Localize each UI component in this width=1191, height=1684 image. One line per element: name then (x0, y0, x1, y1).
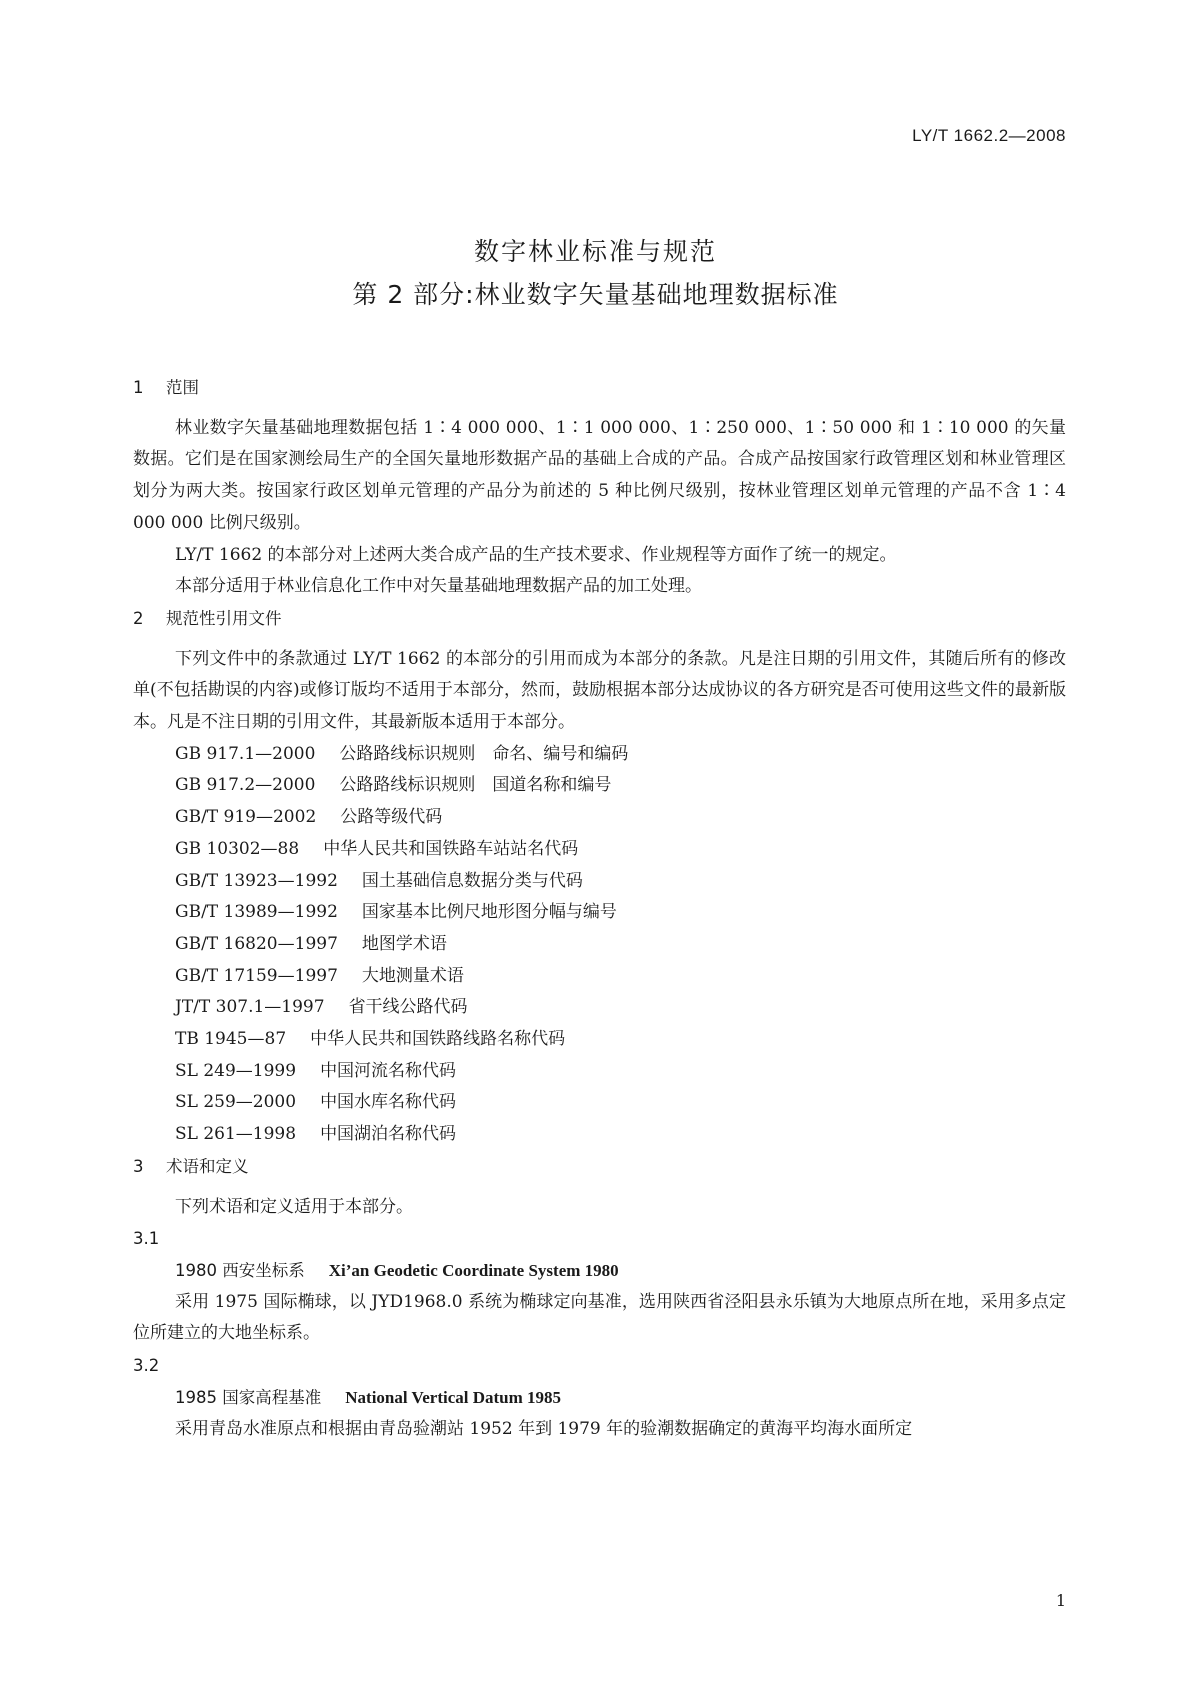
reference-name: 国家基本比例尺地形图分幅与编号 (361, 902, 617, 923)
term-en: National Vertical Datum 1985 (345, 1387, 562, 1407)
reference-code: GB/T 13923—1992 (175, 870, 338, 891)
reference-code: GB/T 13989—1992 (175, 902, 338, 923)
reference-item (133, 866, 1066, 898)
section-number: 3 (133, 1156, 144, 1176)
reference-code: GB/T 17159—1997 (175, 965, 338, 986)
standard-code: LY/T 1662.2—2008 (912, 126, 1066, 145)
section-title: 范围 (166, 378, 199, 397)
reference-name: 中国水库名称代码 (320, 1092, 457, 1113)
reference-name: 省干线公路代码 (348, 997, 468, 1018)
reference-item (133, 992, 1066, 1024)
term-en: Xi’an Geodetic Coordinate System 1980 (328, 1260, 619, 1280)
term-definition: 采用青岛水准原点和根据由青岛验潮站 1952 年到 1979 年的验潮数据确定的黄海平均海水面所定 (175, 1418, 913, 1439)
page-number: 1 (1055, 1591, 1066, 1610)
section-heading-scope (133, 372, 1066, 404)
section-number: 2 (133, 608, 144, 628)
paragraph: LY/T 1662 的本部分对上述两大类合成产品的生产技术要求、作业规程等方面作了统一的规定。 (175, 544, 897, 565)
reference-item (133, 961, 1066, 993)
paragraph: 下列术语和定义适用于本部分。 (175, 1196, 413, 1217)
reference-item (133, 1024, 1066, 1056)
term-zh: 1980 西安坐标系 (175, 1260, 305, 1280)
section-number: 1 (133, 378, 144, 397)
reference-code: GB 917.1—2000 (175, 743, 316, 764)
reference-item (133, 1056, 1066, 1088)
section-heading-normative-references (133, 603, 1066, 635)
reference-item (133, 1087, 1066, 1119)
reference-item (133, 770, 1066, 802)
reference-code: GB 917.2—2000 (175, 775, 316, 796)
reference-code: SL 259—2000 (175, 1092, 297, 1113)
paragraph: 本部分适用于林业信息化工作中对矢量基础地理数据产品的加工处理。 (175, 576, 702, 597)
reference-item (133, 897, 1066, 929)
section-title: 规范性引用文件 (166, 608, 282, 628)
reference-name: 公路路线标识规则 国道名称和编号 (339, 775, 612, 796)
reference-name: 中国湖泊名称代码 (320, 1124, 457, 1145)
term-heading (133, 1255, 1066, 1287)
term-definition: 采用 1975 国际椭球，以 JYD1968.0 系统为椭球定向基准，选用陕西省泾阳县永乐镇为大地原点所在地，采用多点定位所建立的大地坐标系。 (133, 1291, 1066, 1344)
reference-code: SL 249—1999 (175, 1060, 297, 1081)
reference-item (133, 1119, 1066, 1151)
reference-name: 国土基础信息数据分类与代码 (361, 870, 583, 891)
reference-name: 中国河流名称代码 (320, 1060, 457, 1081)
paragraph: 林业数字矢量基础地理数据包括 1∶4 000 000、1∶1 000 000、1∶250 000、1∶50 000 和 1∶10 000 的矢量数据。它们是在国家测绘局生产的全国矢量地形数据产品的基础上合成的产品。合成产品按国家行政管理区划和林业管理区划分为两大类。按国家行政区划单元管理的产品分为前述的 5 种比例尺级别，按林业管理区划单元管理的产品不含 1∶4 000 000 比例尺级别。 (133, 417, 1066, 533)
section-heading-terms (133, 1151, 1066, 1183)
reference-name: 大地测量术语 (361, 965, 464, 986)
reference-code: JT/T 307.1—1997 (175, 997, 325, 1018)
clause-number: 3.2 (133, 1356, 160, 1376)
reference-name: 中华人民共和国铁路车站站名代码 (323, 838, 579, 859)
term-heading (133, 1382, 1066, 1414)
reference-item (133, 739, 1066, 771)
reference-code: SL 261—1998 (175, 1124, 297, 1145)
reference-code: TB 1945—87 (175, 1029, 287, 1050)
term-zh: 1985 国家高程基准 (175, 1387, 322, 1407)
reference-item (133, 929, 1066, 961)
paragraph: 下列文件中的条款通过 LY/T 1662 的本部分的引用而成为本部分的条款。凡是注日期的引用文件，其随后所有的修改单(不包括勘误的内容)或修订版均不适用于本部分，然而，鼓励根据本部分达成协议的各方研究是否可使用这些文件的最新版本。凡是不注日期的引用文件，其最新版本适用于本部分。 (133, 648, 1066, 733)
reference-name: 地图学术语 (361, 933, 447, 954)
section-title: 术语和定义 (166, 1156, 249, 1176)
document-subtitle: 第 2 部分:林业数字矢量基础地理数据标准 (352, 280, 839, 309)
reference-name: 公路等级代码 (340, 807, 443, 828)
document-body (133, 372, 1066, 1445)
reference-code: GB/T 919—2002 (175, 807, 317, 828)
reference-item (133, 802, 1066, 834)
reference-name: 中华人民共和国铁路线路名称代码 (310, 1029, 566, 1050)
reference-code: GB/T 16820—1997 (175, 933, 338, 954)
reference-item (133, 834, 1066, 866)
reference-name: 公路路线标识规则 命名、编号和编码 (339, 743, 629, 764)
reference-code: GB 10302—88 (175, 838, 300, 859)
clause-number: 3.1 (133, 1229, 160, 1249)
document-title: 数字林业标准与规范 (473, 237, 717, 266)
